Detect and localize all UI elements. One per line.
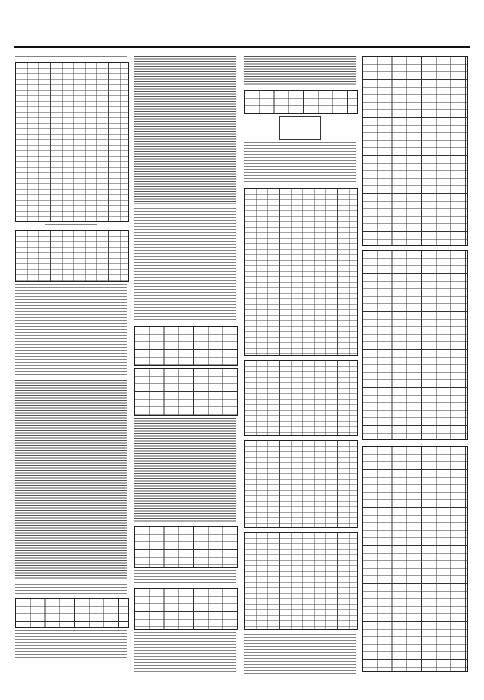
- text-block: [244, 634, 356, 674]
- masthead-rule: [14, 46, 470, 48]
- masthead: [8, 14, 476, 46]
- financial-statement-table: [244, 440, 358, 528]
- text-block: [134, 56, 236, 204]
- financial-table: [134, 526, 238, 568]
- text-block: [15, 630, 127, 660]
- summary-table: [15, 598, 129, 628]
- transaction-table: [134, 368, 238, 416]
- text-block: [244, 56, 356, 86]
- structure-diagram: [279, 116, 321, 140]
- text-block: [15, 380, 127, 580]
- financial-statement-table: [244, 188, 358, 356]
- info-table: [15, 230, 129, 282]
- financial-statement-table: [244, 532, 358, 630]
- small-table: [244, 90, 358, 114]
- financial-table: [134, 588, 238, 630]
- text-block: [15, 584, 127, 594]
- shareholding-table: [134, 326, 238, 366]
- text-block: [134, 570, 236, 584]
- table-caption: [45, 224, 97, 227]
- financial-statement-table: [244, 360, 358, 436]
- text-block: [15, 284, 127, 376]
- equity-changes-table: [362, 446, 468, 672]
- text-block: [244, 142, 356, 182]
- text-block: [134, 418, 236, 522]
- equity-changes-table: [362, 56, 468, 246]
- text-block: [15, 56, 127, 59]
- definitions-table: [15, 62, 129, 222]
- text-block: [134, 632, 236, 674]
- text-block: [134, 208, 236, 322]
- equity-changes-table: [362, 250, 468, 440]
